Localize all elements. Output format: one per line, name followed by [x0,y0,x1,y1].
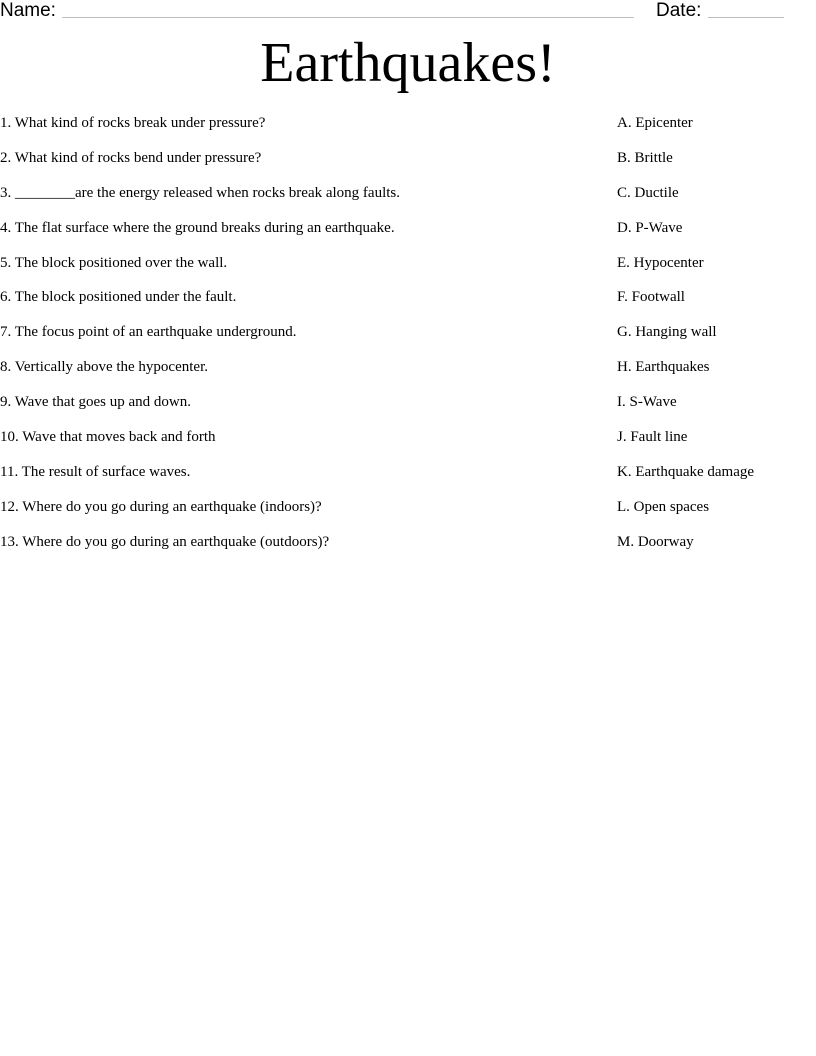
answer-item: C. Ductile [617,184,679,201]
answer-list [617,113,754,567]
question-item: 8. Vertically above the hypocenter. [0,359,208,376]
answer-item: J. Fault line [617,429,688,446]
question-item: 12. Where do you go during an earthquake (indoors)? [0,498,322,515]
question-item: 7. The focus point of an earthquake underground. [0,324,297,341]
worksheet-title: Earthquakes! [260,32,556,94]
date-blank-line [708,17,784,18]
answer-item: A. Epicenter [617,115,693,131]
answer-item: L. Open spaces [617,498,710,515]
question-item: 6. The block positioned under the fault. [0,289,237,306]
answer-item: D. P-Wave [617,219,683,236]
date-label: Date: [656,0,702,21]
worksheet-header [0,0,816,22]
question-item: 5. The block positioned over the wall. [0,254,228,271]
question-item: 1. What kind of rocks break under pressure? [0,115,266,131]
answer-item: E. Hypocenter [617,254,704,271]
answer-item: K. Earthquake damage [617,463,755,480]
answer-item: G. Hanging wall [617,324,717,341]
question-item: 9. Wave that goes up and down. [0,394,191,411]
question-item: 11. The result of surface waves. [0,463,191,480]
question-item: 2. What kind of rocks bend under pressure? [0,149,262,166]
question-item: 4. The flat surface where the ground breaks during an earthquake. [0,219,395,236]
question-item: 10. Wave that moves back and forth [0,429,216,446]
answer-item: M. Doorway [617,533,694,550]
answer-item: I. S-Wave [617,394,677,411]
answer-item: F. Footwall [617,289,685,306]
question-item: 13. Where do you go during an earthquake (outdoors)? [0,533,330,550]
name-blank-line [62,17,634,18]
answer-item: B. Brittle [617,149,673,166]
name-label: Name: [0,0,56,21]
question-item: 3. ________are the energy released when rocks break along faults. [0,184,400,201]
question-list [0,113,400,567]
answer-item: H. Earthquakes [617,359,710,376]
